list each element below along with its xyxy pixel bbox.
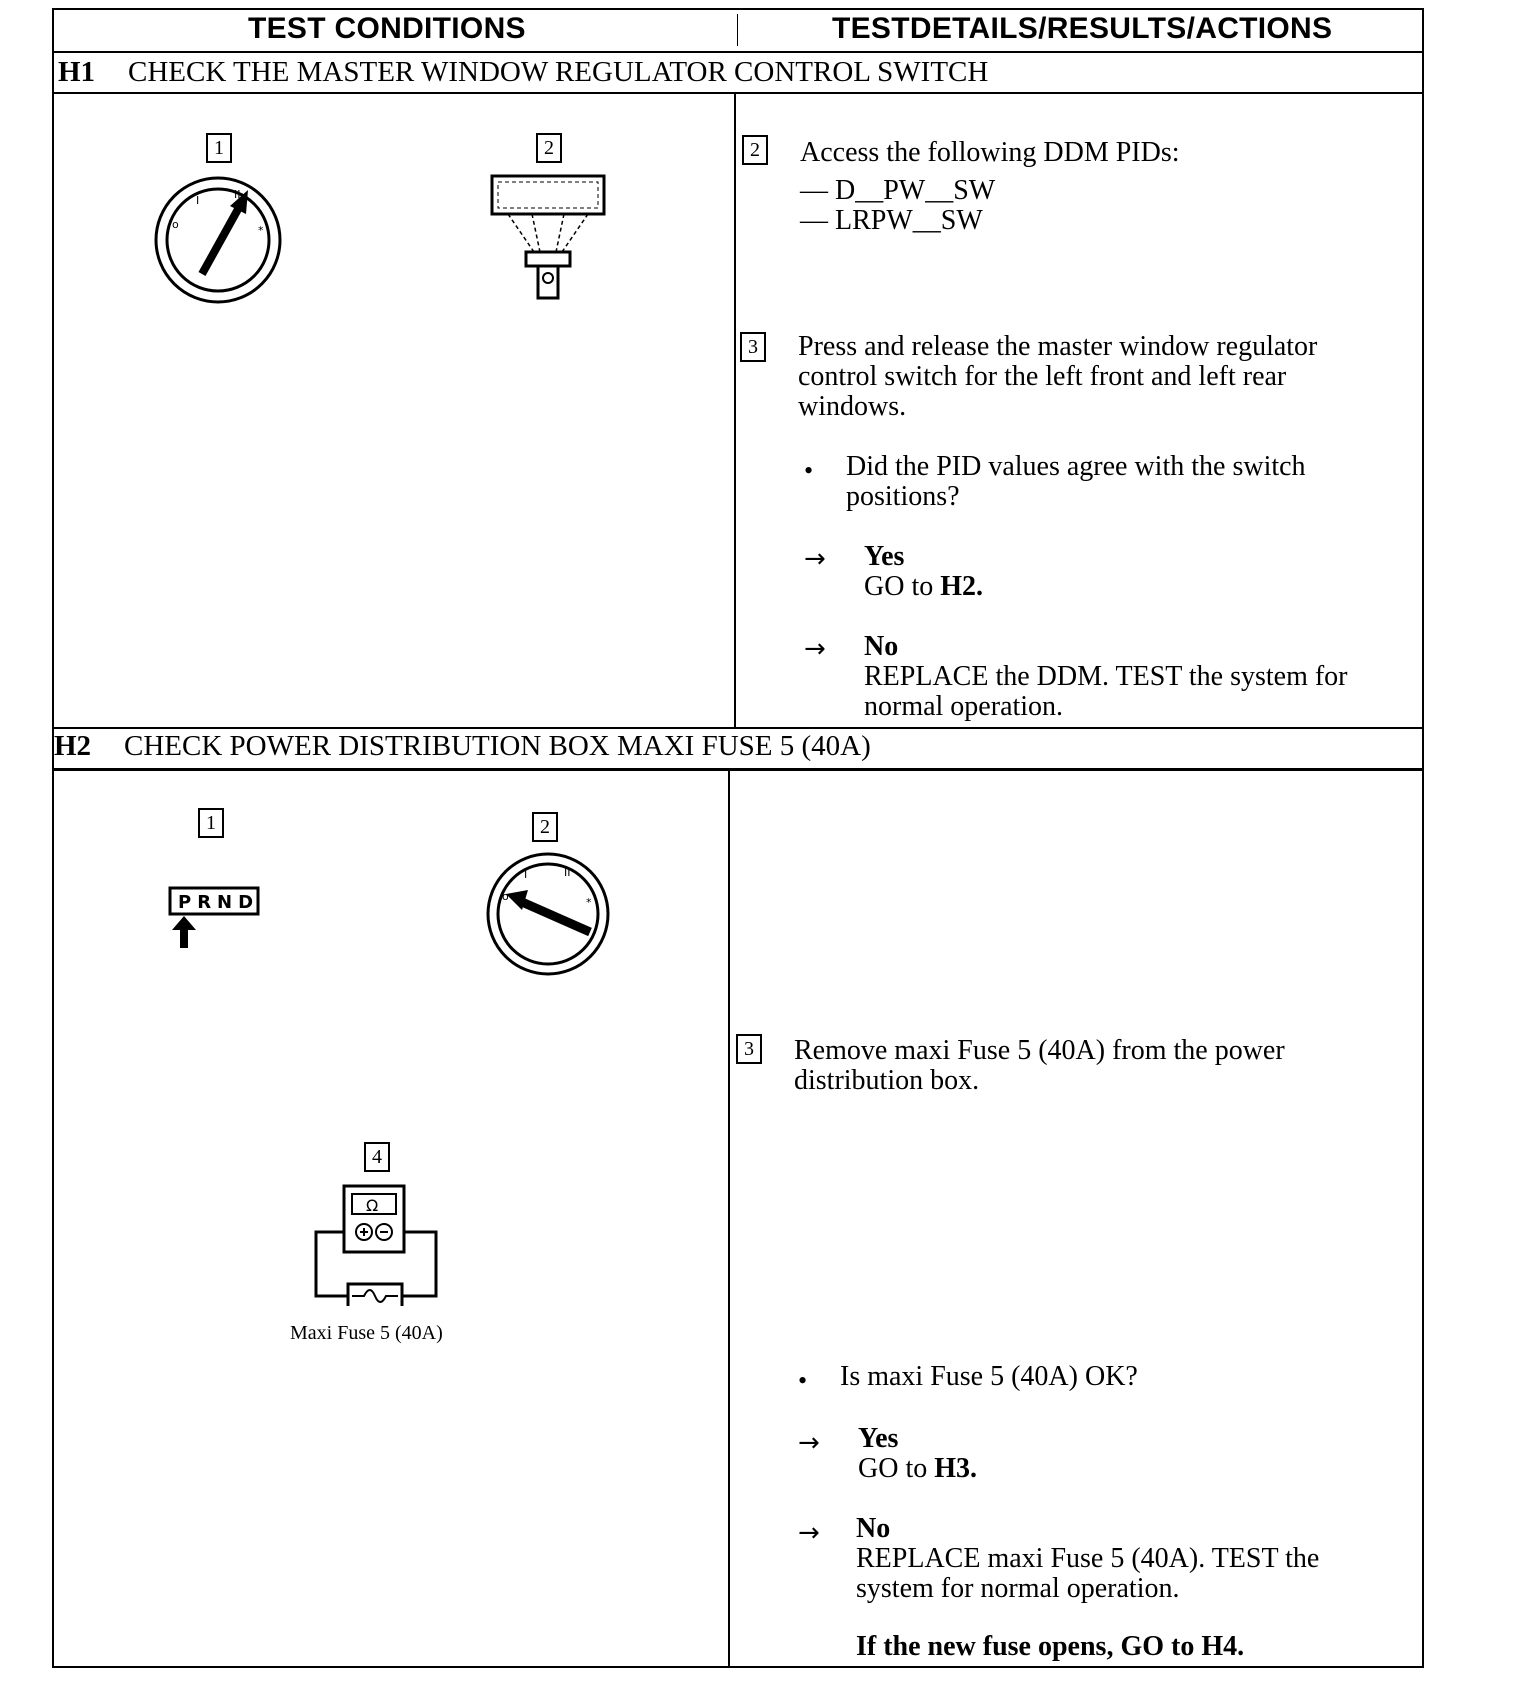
svg-text:I: I <box>524 868 528 881</box>
h1-step-1-box: 1 <box>206 133 232 163</box>
h2-if-fuse-opens <box>856 1632 1244 1662</box>
h1-no-text: REPLACE the DDM. TEST the system for normal operation. <box>864 661 1348 722</box>
h1-press-release-text: Press and release the master window regulator control switch for the left front and left rear windows. <box>798 331 1318 422</box>
svg-text:o: o <box>502 890 509 903</box>
h2-step-2-box: 2 <box>532 812 558 842</box>
h1-section-bottom <box>52 727 1424 729</box>
h1-yes-prefix: GO to <box>864 571 941 602</box>
header-test-conditions: TEST CONDITIONS <box>248 12 526 45</box>
h1-heading-underline <box>52 92 1424 94</box>
svg-text:I: I <box>196 194 200 207</box>
h1-right-step-2-box: 2 <box>742 135 768 165</box>
h2-question-bullet: • <box>798 1366 808 1395</box>
h2-yes-prefix: GO to <box>858 1453 935 1484</box>
ohm-symbol: Ω <box>366 1196 379 1215</box>
scan-tool-icon <box>488 172 608 304</box>
h2-yes-label: Yes <box>858 1423 899 1454</box>
h1-step-2-box: 2 <box>536 133 562 163</box>
h2-step-4-box: 4 <box>364 1142 390 1172</box>
h1-yes-arrow: → <box>804 544 826 574</box>
h1-code: H1 <box>58 56 96 88</box>
h2-remove-fuse-text: Remove maxi Fuse 5 (40A) from the power distribution box. <box>794 1035 1285 1096</box>
header-underline <box>52 51 1424 53</box>
h1-pid-2: — LRPW__SW <box>800 205 983 236</box>
h2-code: H2 <box>54 730 92 762</box>
h2-question-text: Is maxi Fuse 5 (40A) OK? <box>840 1361 1138 1392</box>
header-divider <box>737 14 738 46</box>
h2-heading-underline <box>52 768 1424 771</box>
ignition-key-run-icon <box>150 172 286 308</box>
gear-selector-prnd-icon <box>168 886 264 952</box>
h2-yes-text <box>858 1454 977 1484</box>
h1-yes-target: H2. <box>940 571 984 602</box>
header-test-details: TESTDETAILS/RESULTS/ACTIONS <box>832 12 1333 45</box>
h1-pid-1: — D__PW__SW <box>800 175 996 206</box>
h1-yes-label: Yes <box>864 541 905 572</box>
h2-opens-target: H4. <box>1201 1631 1245 1662</box>
svg-text:*: * <box>586 896 592 909</box>
ignition-key-off-icon <box>482 848 614 980</box>
prnd-label: PRND <box>178 892 260 913</box>
h1-column-divider <box>734 94 736 727</box>
h2-heading <box>54 730 871 763</box>
h2-right-step-3-box: 3 <box>736 1034 762 1064</box>
svg-text:*: * <box>258 224 264 237</box>
ohmmeter-fuse-icon <box>312 1184 442 1306</box>
h2-no-label: No <box>856 1513 891 1544</box>
h2-yes-arrow: → <box>798 1428 820 1458</box>
h1-question-bullet: • <box>804 456 814 485</box>
h2-no-arrow: → <box>798 1518 820 1548</box>
h1-yes-text <box>864 572 983 602</box>
h1-access-pids-text: Access the following DDM PIDs: <box>800 137 1180 168</box>
h2-title: CHECK POWER DISTRIBUTION BOX MAXI FUSE 5 (40A) <box>124 730 871 762</box>
h1-question-text: Did the PID values agree with the switch positions? <box>846 451 1306 512</box>
h2-opens-prefix: If the new fuse opens, GO to <box>856 1631 1202 1662</box>
h1-title: CHECK THE MASTER WINDOW REGULATOR CONTROL SWITCH <box>128 56 989 88</box>
h2-yes-target: H3. <box>934 1453 978 1484</box>
fuse-caption: Maxi Fuse 5 (40A) <box>290 1322 443 1344</box>
h1-heading <box>58 56 988 89</box>
h2-step-1-box: 1 <box>198 808 224 838</box>
svg-text:o: o <box>172 218 179 231</box>
svg-text:II: II <box>234 188 241 201</box>
h2-column-divider <box>728 771 730 1668</box>
h1-no-arrow: → <box>804 634 826 664</box>
h1-right-step-3-box: 3 <box>740 332 766 362</box>
h2-no-text: REPLACE maxi Fuse 5 (40A). TEST the system for normal operation. <box>856 1543 1320 1604</box>
h1-no-label: No <box>864 631 899 662</box>
svg-text:II: II <box>564 866 571 879</box>
